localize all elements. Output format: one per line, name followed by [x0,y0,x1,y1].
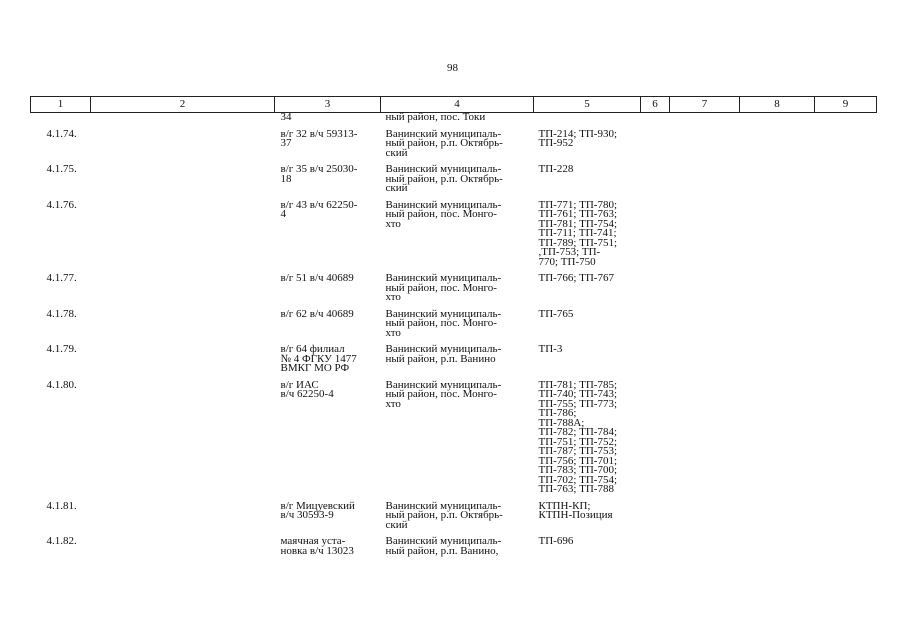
table-row [31,535,877,561]
row-col2 [91,379,275,500]
row-substations: ТП-766; ТП-767 [538,272,614,284]
row-number: 4.1.80. [46,378,77,391]
column-header: 2 [91,97,275,113]
row-unit: в/г 64 филиал № 4 ФГКУ 1477 ВМКГ МО РФ [280,343,357,374]
table-row [31,128,877,164]
table-row-continuation [31,113,877,128]
row-col2 [91,535,275,561]
row-substations: ТП-3 [538,343,563,355]
table-row [31,379,877,500]
column-header: 3 [275,97,381,113]
row-substations: ТП-765 [538,307,574,320]
row-location: Ванинский муниципаль- ный район, р.п. Октябрь- ский [385,163,503,194]
row-unit: маячная уста- новка в/ч 13023 [280,535,354,557]
row-substations: ТП-228 [538,163,574,175]
page-number: 98 [447,62,458,74]
row-location: Ванинский муниципаль- ный район, пос. Монго- хто [385,272,502,303]
row-col2 [91,199,275,273]
row-unit: в/г Мицуевский в/ч 30593-9 [280,499,355,521]
row-number: 4.1.82. [46,535,77,547]
row-location: Ванинский муниципаль- ный район, р.п. Октябрь- ский [385,499,503,531]
row-number: 4.1.75. [46,163,77,175]
row-col2 [91,500,275,536]
column-header: 7 [670,97,740,113]
row-substations: ТП-771; ТП-780; ТП-761; ТП-763; ТП-781; ТП-754; ТП-711; ТП-741; ТП-789; ТП-751; ,ТП-753; ТП- 770; ТП-750 [538,198,618,268]
column-header: 8 [740,97,815,113]
table-row [31,343,877,379]
document-table [30,96,877,561]
column-header: 6 [641,97,670,113]
row-col2 [91,308,275,344]
row-substations: ТП-696 [538,535,574,547]
row-location: ный район, пос. Токи [385,111,486,123]
row-substations: КТПН-КП; КТПН-Позиция [538,499,613,521]
table-row [31,163,877,199]
row-col2 [91,113,275,128]
row-unit: в/г 62 в/ч 40689 [280,307,354,320]
row-number [31,113,91,128]
table-row [31,308,877,344]
row-number: 4.1.76. [46,198,77,211]
column-header: 5 [534,97,641,113]
row-unit: в/г 51 в/ч 40689 [280,272,354,284]
row-substations: ТП-214; ТП-930; ТП-952 [538,127,618,149]
row-number: 4.1.78. [46,307,77,320]
column-header: 9 [815,97,877,113]
row-location: Ванинский муниципаль- ный район, пос. Монго- хто [385,198,502,230]
row-col2 [91,163,275,199]
column-header: 1 [31,97,91,113]
column-header: 4 [381,97,534,113]
row-col2 [91,128,275,164]
row-number: 4.1.74. [46,127,77,140]
row-location: Ванинский муниципаль- ный район, р.п. Ванино, [385,535,502,557]
row-substations [534,113,641,128]
row-unit: 34 [280,111,292,123]
row-number: 4.1.79. [46,343,77,355]
row-unit: в/г ИАС в/ч 62250-4 [280,378,334,400]
row-location: Ванинский муниципаль- ный район, пос. Монго- хто [385,378,502,410]
row-col2 [91,343,275,379]
row-col2 [91,272,275,308]
row-substations: ТП-781; ТП-785; ТП-740; ТП-743; ТП-755; ТП-773; ТП-786; ТП-788А; ТП-782; ТП-784; ТП-751; ТП-752; ТП-787; ТП-753; ТП-756; ТП-701; ТП-783; ТП-700; ТП-702; ТП-754; ТП-763; ТП-788 [538,378,618,495]
table-row [31,272,877,308]
row-location: Ванинский муниципаль- ный район, р.п. Ванино [385,343,502,365]
row-unit: в/г 32 в/ч 59313- 37 [280,127,358,149]
row-location: Ванинский муниципаль- ный район, пос. Монго- хто [385,307,502,339]
row-number: 4.1.77. [46,272,77,284]
table-row [31,500,877,536]
row-location: Ванинский муниципаль- ный район, р.п. Октябрь- ский [385,127,503,159]
row-unit: в/г 35 в/ч 25030- 18 [280,163,358,185]
table-row [31,199,877,273]
row-number: 4.1.81. [46,499,77,512]
row-unit: в/г 43 в/ч 62250- 4 [280,198,358,220]
